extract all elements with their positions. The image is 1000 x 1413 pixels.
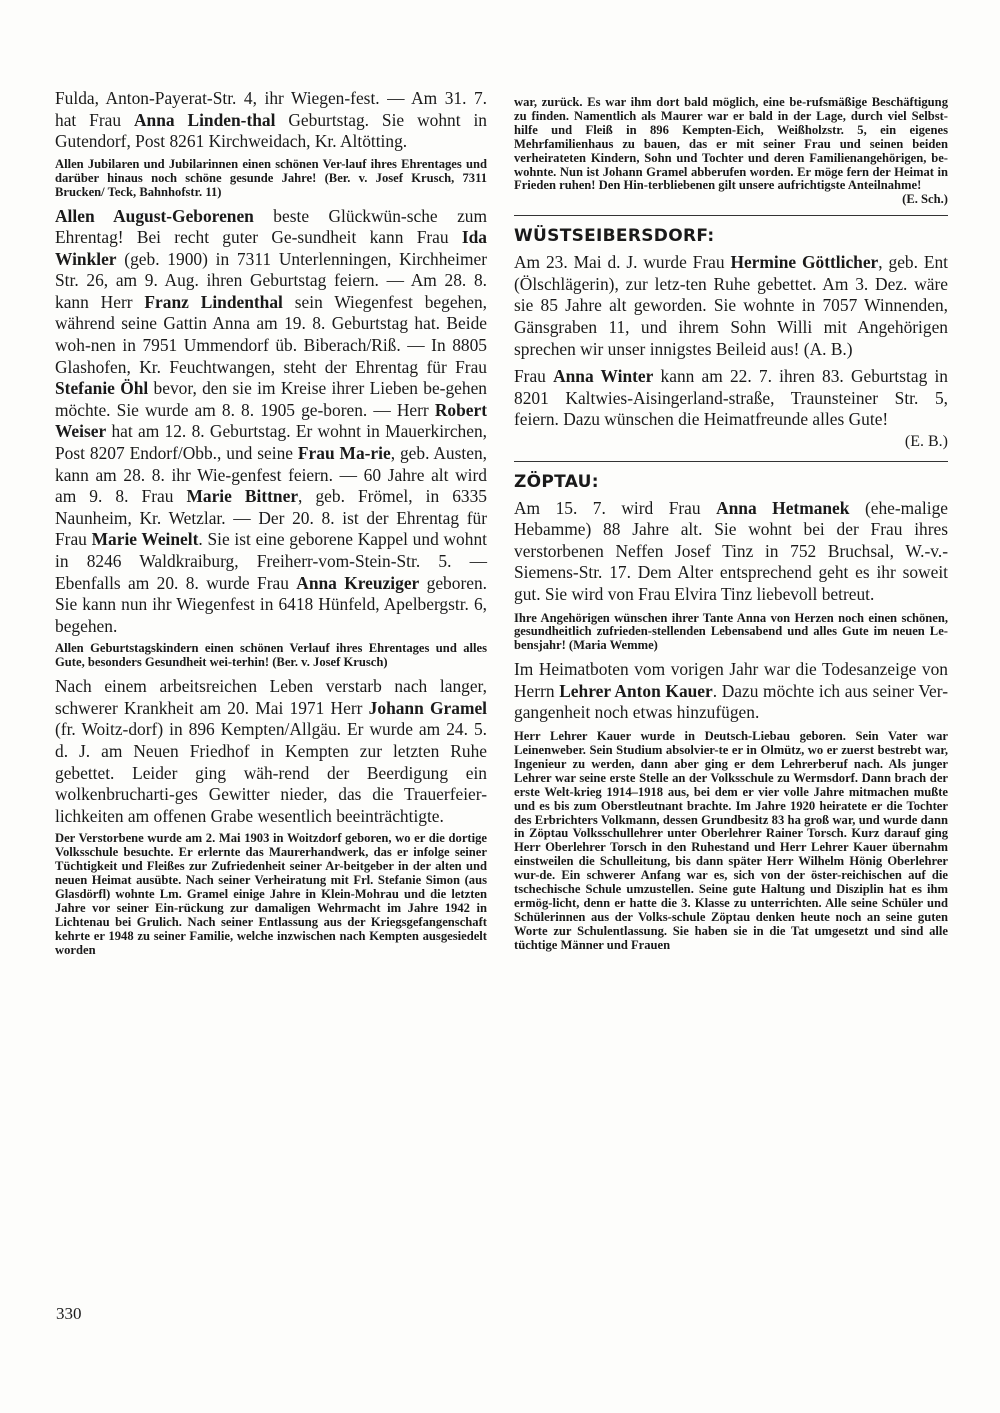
note-hetmanek-wishes: Ihre Angehörigen wünschen ihrer Tante Anna von Herzen noch einen schönen, gesundheitlich zufrieden-stellenden Lebensabend und alles Gute im neuen Le-bensjahr! (Maria Wemme) — [514, 610, 948, 653]
article-anna-winter: Frau Anna Winter kann am 22. 7. ihren 83. Geburtstag in 8201 Kaltwies-Aisingerland-straße, Traunsteiner Str. 5, feiern. Dazu wünschen die Heimatfreunde alles Gute! — [514, 366, 948, 430]
note-kauer-biography: Herr Lehrer Kauer wurde in Deutsch-Liebau geboren. Sein Vater war Leinenweber. Sein Studium absolvier-te er in Olmütz, wo er zuerst bestrebt war, Ingenieur zu werden, dann aber ging er dem Lehrerberuf nach. Als junger Lehrer war seine erste Stelle an der Volksschule zu Wermsdorf. Dann brach der erste Welt-krieg 1914–1918 aus, bei dem er vier volle Jahre mitmachen mußte und es bis zum Oberstleutnant brachte. Im Jahre 1920 heiratete er die Tochter des Erbrichters Volkmann, dessen Grundbesitz 83 ha groß war, und wurde dann in Zöptau Volksschullehrer unter Oberlehrer Rainer Torsch. Kurz darauf ging Herr Oberlehrer Torsch in den Ruhestand und Herr Lehrer Kauer übernahm einstweilen die Schulleitung, bis dann später Herr Wilhelm Hönig Oberlehrer wur-de. Ein schwerer Anfang war es, sich von der öster-reichischen auf die tschechische Schule umzustellen. Seine gute Haltung und Disziplin hat es ihm ermög-licht, denn er hatte die 3. Klasse zu unterrichten. Alle seine Schüler und Schülerinnen aus der Volks-schule Zöptau denken heute noch an seine guten Worte zur Schulentlassung. Sie haben sie in die Tat umgesetzt und sind alle tüchtige Männer und Frauen — [514, 729, 948, 952]
section-divider — [514, 215, 948, 216]
article-birthday-lindenthal: Fulda, Anton-Payerat-Str. 4, ihr Wiegen-fest. — Am 31. 7. hat Frau Anna Linden-thal Geburtstag. Sie wohnt in Gutendorf, Post 8261 Kirchweidach, Kr. Altötting. — [55, 88, 487, 152]
note-birthday-children: Allen Geburtstagskindern einen schönen Verlauf ihres Ehrentages und alles Gute, besonders Gesundheit wei-terhin! (Ber. v. Josef Krusch) — [55, 641, 487, 670]
note-jubilarians: Allen Jubilaren und Jubilarinnen einen schönen Ver-lauf ihres Ehrentages und darüber hinaus noch schöne gesunde Jahre! (Ber. v. Josef Krusch, 7311 Brucken/ Teck, Bahnhofstr. 11) — [55, 156, 487, 199]
section-heading-zoeptau: ZÖPTAU: — [514, 471, 599, 492]
article-hetmanek: Am 15. 7. wird Frau Anna Hetmanek (ehe-malige Hebamme) 88 Jahre alt. Sie wohnt bei der Frau ihres verstorbenen Neffen Josef Tinz in 752 Bruchsal, W.-v.-Siemens-Str. 17. Dem Alter entsprechend geht es ihr soweit gut. Sie wird von Frau Elvira Tinz liebevoll betreut. — [514, 497, 948, 604]
article-kauer-intro: Im Heimatboten vom vorigen Jahr war die Todesanzeige von Herrn Lehrer Anton Kauer. Dazu möchte ich aus seiner Ver-gangenheit noch etwas hinzufügen. — [514, 659, 948, 723]
right-column — [514, 96, 948, 953]
section-divider — [514, 461, 948, 462]
note-gramel-continued: war, zurück. Es war ihm dort bald möglich, eine be-rufsmäßige Beschäftigung zu finden. Namentlich als Maurer war er bald in der Lage, durch viel Selbst-hilfe und Fleiß in 896 Kempten-Eich, Weißholzstr. 5, ein eigenes Mehrfamilienhaus zu bauen, das er mit seiner Frau und seinen beiden verheirateten Kindern, Sohn und Tochter und deren Familienangehörigen, be-wohnte. Nun ist Johann Gramel abberufen worden. Er möge fern der Heimat in Frieden ruhen! Den Hin-terbliebenen gilt unsere aufrichtigste Anteilnahme! — [514, 95, 948, 193]
signature-eb: (E. B.) — [904, 433, 948, 450]
article-august-birthdays: Allen August-Geborenen beste Glückwün-sche zum Ehrentag! Bei recht guter Ge-sundheit kann Frau Ida Winkler (geb. 1900) in 7311 Unterlenningen, Kirchheimer Str. 26, am 9. Aug. ihren Geburtstag feiern. — Am 28. 8. kann Herr Franz Lindenthal sein Wiegenfest begehen, während seine Gattin Anna am 19. 8. Geburtstag hat. Beide woh-nen in 7951 Ummendorf üb. Biberach/Riß. — In 8805 Glashofen, Kr. Feuchtwangen, steht der Ehrentag für Frau Stefanie Öhl bevor, den sie im Kreise ihrer Lieben be-gehen möchte. Sie wurde am 8. 8. 1905 ge-boren. — Herr Robert Weiser hat am 12. 8. Geburtstag. Er wohnt in Mauerkirchen, Post 8207 Endorf/Obb., und seine Frau Ma-rie, geb. Austen, kann am 28. 8. ihr Wie-genfest feiern. — 60 Jahre alt wird am 9. 8. Frau Marie Bittner, geb. Frömel, in 6335 Naunheim, Kr. Wetzlar. — Der 20. 8. ist der Ehrentag für Frau Marie Weinelt. Sie ist eine geborene Kappel und wohnt in 8246 Waldkraiburg, Freiherr-vom-Stein-Str. 5. — Ebenfalls am 20. 8. wurde Frau Anna Kreuziger geboren. Sie kann nun ihr Wiegenfest in 6418 Hünfeld, Apelbergstr. 6, begehen. — [55, 205, 488, 636]
article-goettlicher: Am 23. Mai d. J. wurde Frau Hermine Göttlicher, geb. Ent (Ölschlägerin), zur letz-ten Ruhe gebettet. Am 3. Dez. wäre sie 85 Jahre alt geworden. Sie wohnte in 7057 Winnenden, Gänsgraben 11, und ihrem Sohn Willi mit Angehörigen sprechen wir unser innigstes Beileid aus! (A. B.) — [514, 252, 948, 359]
left-column — [55, 88, 487, 958]
note-gramel-biography: Der Verstorbene wurde am 2. Mai 1903 in Woitzdorf geboren, wo er die dortige Volksschule besuchte. Er erlernte das Maurerhandwerk, das er infolge seiner Tüchtigkeit und Fleißes zur Zufriedenheit seiner Ar-beitgeber in der alten und neuen Heimat ausübte. Nach seiner Verheiratung mit Frl. Stefanie Simon (aus Glasdörfl) wohnte Lm. Gramel einige Jahre in Klein-Mohrau und die letzten Jahre vor seiner Ein-rückung zur damaligen Wehrmacht im Jahre 1942 in Lichtenau bei Grulich. Nach seiner Entlassung aus der Kriegsgefangenschaft kehrte er 1948 zu seiner Familie, welche inzwischen nach Kempten ausgesiedelt worden — [55, 831, 487, 957]
page-number: 330 — [56, 1304, 82, 1323]
section-heading-wuestseibersdorf: WÜSTSEIBERSDORF: — [514, 226, 715, 247]
article-obituary-gramel: Nach einem arbeitsreichen Leben verstarb nach langer, schwerer Krankheit am 20. Mai 1971 Herr Johann Gramel (fr. Woitz-dorf) in 896 Kempten/Allgäu. Er wurde am 24. 5. d. J. am Neuen Friedhof in Kempten zur letzten Ruhe gebettet. Leider ging wäh-rend der Beerdigung ein wolkenbrucharti-ges Gewitter nieder, das die Trauerfeier-lichkeiten am offenen Grabe wesentlich beeinträchtigte. — [55, 676, 487, 826]
signature-esch: (E. Sch.) — [902, 192, 948, 207]
